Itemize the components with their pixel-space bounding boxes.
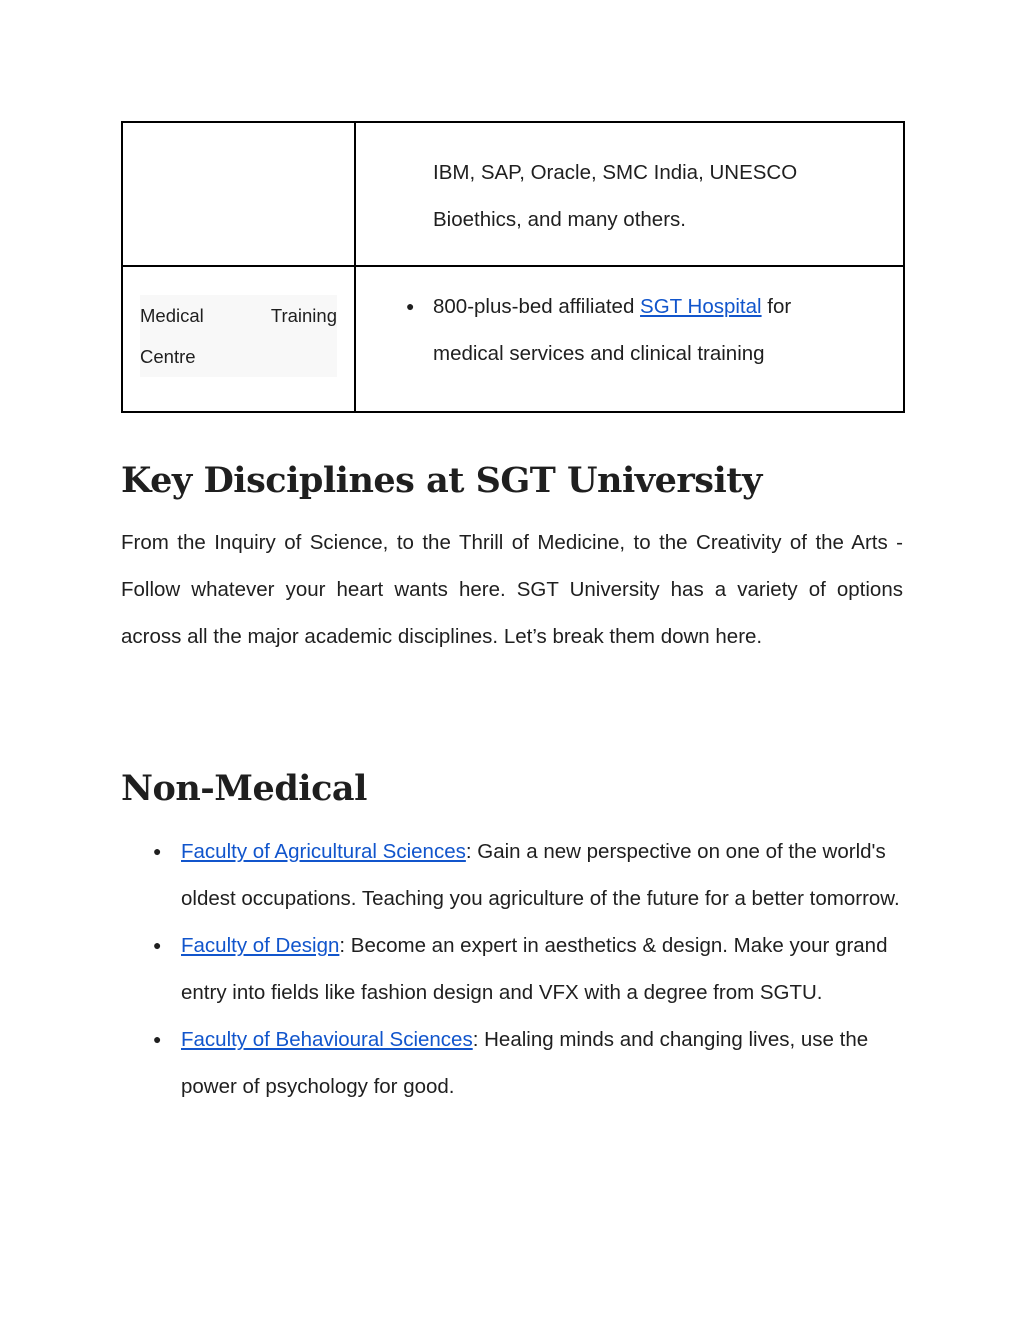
list-item [153, 828, 906, 922]
table-row [122, 266, 904, 412]
table-row [122, 122, 904, 266]
list-item [153, 1016, 906, 1110]
behavioural-sciences-link[interactable]: Faculty of Behavioural Sciences [181, 1028, 473, 1051]
hospital-text-after: for [761, 295, 792, 318]
faculty-list [153, 828, 906, 1110]
bullet-icon: ● [153, 937, 162, 953]
bullet-icon: ● [153, 843, 162, 859]
bullet-icon: ● [153, 1031, 162, 1047]
label-word: Training [270, 305, 337, 326]
bullet-icon: ● [406, 298, 415, 314]
info-table [121, 121, 905, 413]
list-item-text: : Healing minds and changing lives, use the power of psychology for good. [181, 1028, 869, 1098]
list-item-text: : Become an expert in aesthetics & design. Make your grand entry into fields like fashion design and VFX with a degree from SGTU. [181, 934, 888, 1004]
list-item [153, 922, 906, 1016]
label-word: Medical [140, 305, 204, 326]
agricultural-sciences-link[interactable]: Faculty of Agricultural Sciences [181, 840, 466, 863]
design-link[interactable]: Faculty of Design [181, 934, 340, 957]
non-medical-heading: Non-Medical [121, 768, 367, 809]
label-word: Centre [140, 346, 196, 367]
hospital-text-line2: medical services and clinical training [433, 342, 765, 365]
table-cell-empty [122, 122, 355, 266]
medical-training-centre-label [140, 295, 337, 377]
sgt-hospital-link[interactable]: SGT Hospital [640, 295, 762, 318]
table-cell-label [122, 266, 355, 412]
table-cell-partners [355, 122, 904, 266]
key-disciplines-heading: Key Disciplines at SGT University [121, 460, 762, 501]
partners-line: Bioethics, and many others. [433, 208, 686, 231]
partners-line: IBM, SAP, Oracle, SMC India, UNESCO [433, 161, 798, 184]
table-cell-hospital [355, 266, 904, 412]
intro-paragraph: From the Inquiry of Science, to the Thrill of Medicine, to the Creativity of the Arts - Follow whatever your heart wants here. SGT University has a variety of options across all the major academic disciplines. Let’s break them down here. [121, 531, 903, 648]
hospital-text: 800-plus-bed affiliated [433, 295, 641, 318]
list-item-text: : Gain a new perspective on one of the world's oldest occupations. Teaching you agriculture of the future for a better tomorrow. [181, 840, 900, 910]
